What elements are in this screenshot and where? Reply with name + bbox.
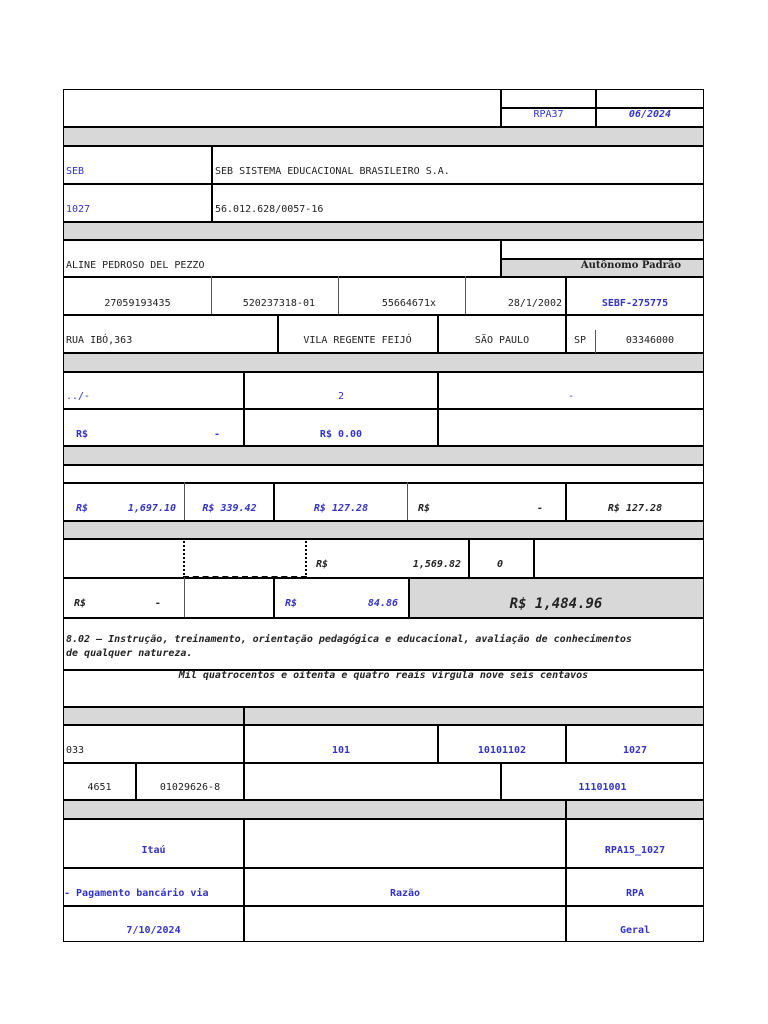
section-band-1 (64, 127, 703, 145)
provider-doc: 520237318-01 (242, 298, 315, 309)
gross-currency: R$ (76, 503, 89, 514)
rule (533, 538, 535, 578)
reason: Razão (389, 888, 421, 899)
provider-birth-date: 28/1/2002 (507, 298, 562, 309)
rule (63, 314, 704, 316)
gross-value: 1,697.10 (127, 503, 176, 514)
ledger: 11101001 (578, 782, 627, 793)
category: RPA (625, 888, 645, 899)
provider-district: VILA REGENTE FEIJÓ (303, 335, 412, 346)
calc-ref: ../- (66, 391, 91, 402)
rule (63, 145, 704, 147)
rule (211, 276, 212, 314)
provider-street: RUA IBÓ,363 (66, 335, 133, 346)
rule (407, 482, 408, 520)
rule (243, 818, 245, 942)
rule (63, 706, 704, 708)
irrf-value: R$ 127.28 (313, 503, 369, 514)
rule (211, 145, 213, 222)
net-value: R$ 1,484.96 (509, 596, 603, 612)
other-discount-currency: R$ (285, 598, 298, 609)
rule (595, 330, 596, 353)
branch-code: 1027 (66, 204, 91, 215)
rule (63, 617, 704, 619)
base-currency: R$ (316, 559, 329, 570)
section-band-3 (64, 353, 703, 371)
rule (273, 577, 275, 617)
rule (63, 221, 704, 223)
rule (468, 538, 470, 578)
section-band-2 (64, 222, 703, 239)
rule (63, 538, 704, 540)
other-discount-value: 84.86 (367, 598, 398, 609)
dependents: 2 (337, 391, 345, 402)
provider-code: SEBF-275775 (601, 298, 669, 309)
provider-city: SÃO PAULO (474, 335, 530, 346)
provider-pis: 27059193435 (104, 298, 171, 309)
rule (63, 239, 704, 241)
provider-state: SP (574, 335, 587, 346)
section-band-4 (64, 446, 703, 464)
reference: RPA15_1027 (604, 845, 666, 856)
rule (63, 126, 704, 128)
rule (63, 867, 704, 869)
rule (63, 445, 704, 447)
agency: 4651 (87, 782, 112, 793)
company-code: SEB (66, 166, 85, 177)
rule (465, 276, 466, 314)
rule (63, 183, 704, 185)
rule (437, 371, 439, 446)
branch-code-2: 1027 (622, 745, 648, 756)
calc-dash: - (567, 391, 575, 402)
bank-name: Itaú (141, 845, 166, 856)
cost-center: 101 (331, 745, 351, 756)
deduction-total: R$ 0.00 (319, 429, 363, 440)
section-band-5 (64, 521, 703, 538)
payment-method: - Pagamento bancário via (64, 888, 209, 899)
rule (63, 818, 704, 820)
rule (184, 482, 185, 520)
total-tax: R$ 127.28 (607, 503, 663, 514)
rule (63, 799, 704, 801)
section-band-6 (64, 707, 703, 724)
doc-type: RPA37 (533, 109, 564, 120)
rule (565, 314, 567, 353)
provider-name: ALINE PEDROSO DEL PEZZO (66, 260, 205, 271)
deduction-currency: R$ (76, 429, 89, 440)
rule (63, 905, 704, 907)
amount-in-words: Mil quatrocentos e oitenta e quatro reais vírgula nove seis centavos (178, 670, 589, 681)
other-currency: R$ (418, 503, 431, 514)
bank-code: 033 (66, 745, 85, 756)
dotted-cell (183, 538, 307, 578)
rule (63, 352, 704, 354)
base-value: 1,569.82 (412, 559, 461, 570)
rule (63, 520, 704, 522)
rule (63, 371, 704, 373)
company-cnpj: 56.012.628/0057-16 (215, 204, 324, 215)
company-name: SEB SISTEMA EDUCACIONAL BRASILEIRO S.A. (215, 166, 450, 177)
account-number: 01029626-8 (159, 782, 221, 793)
rule (63, 482, 704, 484)
rule (63, 724, 704, 726)
date: 7/10/2024 (126, 925, 181, 936)
other-value: - (537, 503, 544, 514)
zero-value: 0 (497, 559, 504, 570)
service-description: 8.02 – Instrução, treinamento, orientação pedagógica e educacional, avaliação de conhecimentos de qualquer natureza. (66, 634, 632, 659)
rule (63, 762, 704, 764)
account: 10101102 (477, 745, 527, 756)
deduction-value: - (214, 429, 221, 440)
iss-currency: R$ (74, 598, 87, 609)
inss-value: R$ 339.42 (202, 503, 257, 514)
section-band-7 (64, 800, 703, 818)
rule (184, 577, 185, 617)
period: 06/2024 (628, 109, 672, 120)
group: Geral (619, 925, 651, 936)
provider-zip: 03346000 (625, 335, 675, 346)
rule (63, 577, 704, 579)
rule (338, 276, 339, 314)
provider-type: Autônomo Padrão (580, 260, 681, 271)
rule (63, 464, 704, 466)
provider-rg: 55664671x (381, 298, 436, 309)
rule (565, 800, 567, 942)
rule (63, 276, 704, 278)
iss-value: - (155, 598, 162, 609)
rule (63, 408, 704, 410)
